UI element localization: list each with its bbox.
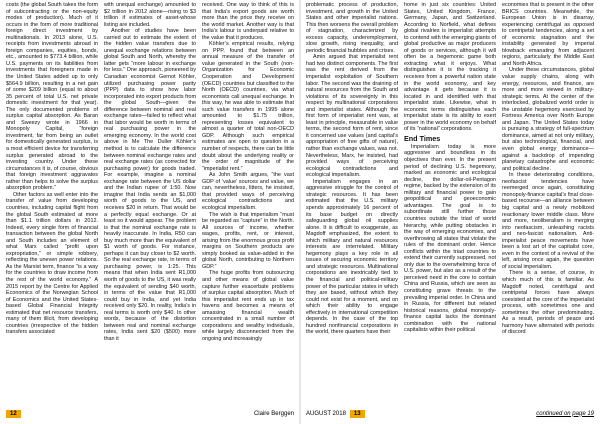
left-column-3: [202, 2, 294, 404]
author-name: Claire Berggen: [253, 410, 294, 417]
paragraph: Amin argued that imperialist rent had two distinct components. The first was the rent derived from the imperialist exploitation of Southern labor. The second was the draining of natural resources from the South and violations of its sovereignty in this respect by multinational corporations and imperialist states. Although the first form of imperialist rent was, at least in principle, measurable in value terms, the second form of rent, since it concerned use values (and capital’s appropriation of free gifts of nature), rather than exchange values, was not. Nevertheless, Marx, he insisted, had provided ways of perceiving ecological contradictions and ecological imperialism.: [306, 54, 398, 179]
paragraph: Imperialism engages in an aggressive struggle for the control of strategic resources. It has been estimated that the U.S. military spends approximately 16 percent of its base budget on directly safeguarding global oil supplies alone. It is difficult to exaggerate, as Magdoff emphasized, the extent to which military and natural resources interests are interrelated. Military hegemony plays a key role in all issues of securing economic territory and strategic resources. Multinational corporations are inextricably tied to the financial and political-military power of the particular states in which they are based, without which they could not exist for a moment, and on which their ability to engage effectively in international competition depends. In the case of the top hundred nonfinancial corporations in the world, there quarters have their: [306, 178, 398, 336]
left-column-1: [6, 2, 98, 404]
right-page-footer: [306, 409, 594, 418]
issue-date: AUGUST 2018: [306, 410, 346, 417]
paragraph: received. One way to think of this is that India’s export goods are worth more than the price they receive on the world market. Another way is that India’s labour is underpaid relative to the value that it produces.: [202, 2, 294, 41]
paragraph: Köhler’s empirical results, relying on PPP, found that between an annual measure of the transfer of value generated in the South (non-Organization for Economic Cooperation and Development (OECD) countries but classified to the North (OECD) countries, via what economists call unequal exchange. In this way, he was able to estimate that such value transfers in 1995 alone amounted to $1.75 trillion, representing losses equivalent to almost a quarter of total non-OECD GDP. Although such empirical estimates are open to question in a number of respects, there can be little doubt about the underlying reality or the order of magnitude of the “imperialist rent.”: [202, 41, 294, 172]
section-heading: End Times: [404, 133, 441, 143]
paragraph: There is a sense, of course, in which much of this is familiar. As Magdoff noted, centrifugal and centripetal forces have always coexisted at the core of the imperialist process, with sometimes one and sometimes the other predominating. As a result, periods of peace and harmony have alternated with periods of discord: [502, 270, 594, 336]
left-page-footer: [6, 409, 294, 418]
right-column-1: [306, 2, 398, 404]
paragraph: with unequal exchange) amounted to $2 trillion in 2012 alone—rising to $3 trillion if estimates of asset-whose listing are included.: [104, 2, 196, 28]
paragraph: Other factors as well enter into the transfer of value from developing countries, including capital flight from the global South estimated at more than $1.1 trillion dollars in 2012. Indeed, every single form of financial transaction between the global North and South includes an element of what Marx called “profit upon expropriation,” or simple robbery, reflecting the uneven power relations. As the Marxist term, finance “is a way for the countries to draw income from the rest of the world economy.” A 2015 report by the Centre for Applied Economics of the Norwegian School of Economics and the United States-based Global Financial Integrity estimated that net resource transfers, many of them illicit, from developing countries (irrespective of the hidden transfers associated: [6, 191, 98, 336]
paragraph: Under these circumstances, global value supply chains, along with energy, resources, and finance, are more and more viewed in military-strategic terms. At the center of the interlocked, globalized world order is the unstable hegemony exercised by Fortress America over North Europe and Japan. The United States today is pursuing a strategy of full-spectrum dominance, aimed at not only military, but also technological, financial, and even global energy dominance—against a backdrop of impending planetary catastrophe and economic and political decline.: [502, 67, 594, 172]
paragraph: The wish is that imperialism “must be regarded as “capture” in the North. All sources of income, whether wages, profits, rent, or interest, arising from the enormous gross profit margins on Southern products are simply booked as value-added in the global North, contributing to Northern GDP.”: [202, 211, 294, 270]
right-page: [300, 0, 600, 424]
right-column-3: [502, 2, 594, 404]
paragraph: economies that is present in the other BRICS countries. Meanwhile, the European Union is in disarray, experiencing centrifugal as opposed to centripetal tendencies, along a set of economic stagnation and the instability generated by imperial blowback emanating from adjacent regions, particularly the Middle East and North Africa.: [502, 2, 594, 67]
left-column-2: [104, 2, 196, 404]
page-number: 13: [350, 410, 365, 418]
page-number: 12: [6, 410, 21, 418]
paragraph: costs (the global South takes the form of subcontracting or the non-equity modes of production). Much of it occurs in the form of more traditional foreign direct investment by multinationals. In 2013 alone, U.S. receipts from investments abroad in foreign companies, equities, bonds, etc., amounted to $773.4 billion, while U.S. payments on its liabilities from investments that foreigners made in the United States added up to only $564.9 billion, resulting in a net gain of some $209 billion (equal to about 35 percent of total U.S. net private domestic investment for that year). The only documented problems of surplus capital absorption. As Baran and Sweezy wrote in 1966 in Monopoly Capital, “foreign investment, far from being an outlet for domestically generated surplus, is a most efficient device for transferring surplus generated abroad to the investing country. Under these circumstances it is, of course, obvious that foreign investment aggravates rather than helps to solve the surplus absorption problem.”: [6, 2, 98, 192]
paragraph: Another of studies have been carried out to estimate the extent of the hidden value transfers due to unequal exchange relations between global South and North, whereby the latter gets “more labour in exchange for less.” One approach, pioneered by Canadian economist Gernot Köhler, utilized purchasing power parity (PPP) data to show how labor incorporated into export products from the global South—given the difference between nominal and real exchange rates—failed to reflect what that labor would be worth in terms of real purchasing power in the emerging economy. In the world cost above in Me The Duller Köhler’s method is to calculate the difference between nominal exchange rates and real exchange rates (as corrected for purchasing power) for goods traded. For example, imagine a nominal exchange rate between the US dollar and the Indian rupee of 1:50. Now imagine that India sends an $1,000 worth of goods to the US, and receives $20 in return. That would be a perfectly equal exchange. Or at least so it would appear. The problem is that the nominal exchange rate is heavily inaccurate. In India, R50 can buy much more than the equivalent of $1 worth of goods. For instance, perhaps it can buy closer to $2 worth. So the real exchange rate, in terms of purchasing power, is 1:25. This means that when India sent R1,000 worth of goods to the US, it was really the equivalent of sending $40 worth, in terms of the value that R1,000 could buy in India, and yet India received only $20. In reality, India’s in real terms is worth only $40. In other words, because of the distortion between real and nominal exchange rates, India sent $20 ($500) more than it: [104, 28, 196, 342]
continued-link[interactable]: continued on page 19: [536, 410, 594, 417]
paragraph: Imperialism today is more aggressive and boundless in its objectives than ever. In the present period of declining U.S. hegemony, marked as economic and ecological decline, the dollar-oil-Pentagon regime, backed by the extension of its military and financial power to gain geopolitical and geoeconomic advantages. The goal is to subordinate still further those countries outside the triad of world hierarchy, while putting obstacles in the way of emerging economies, and overthrowing all states that violate the rules of the dominant order. Hence conflicts within the triad countries to extend their currently suppressed, not only due to the overwhelming force of U.S. power, but also as a result of the perceived need in the core to contain China and Russia, which are seen as constituting grave threats to the prevailing imperial order. In China and in Russia, for different but related historical reasons, global monopoly-finance capital lacks the dominant combination with the national capitalists within their political: [404, 143, 496, 334]
paragraph: In these deteriorating conditions, neofascist tendencies have reemerged once again, constituting monopoly-finance capital’s final close-based recourse—an alliance between big capital and a newly mobilized reactionary lower middle class. More and more, neoliberalism is merging into neofascism, unleashing racists and neo-fascist nationalism. Anti-imperialist peace movements have been a lost art of the capitalist core, even in the context of a revival of the left, arising once again, the question of social imperialism.: [502, 172, 594, 270]
paragraph: As John Smith argues, “the vast GDP of ‘value’ sources and value, we can, nevertheless, litters, he insisted, that provided ways of perceiving ecological contradictions and ecological imperialism.: [202, 172, 294, 211]
paragraph: The huge profits from outsourcing and other means of global value capture further exacerbate problems of surplus capital absorption. Much of this imperialist rent ends up in tax havens and becomes a means of amassing financial wealth concentrated in a small number of corporations and wealthy individuals, while largely disconnected from the ongoing and increasingly: [202, 270, 294, 342]
paragraph: home in just six countries: United States, United Kingdom, France, Germany, Japan, and Switzerland. According to Norfield, what defines global rivalries is imperialist attempts to contend with the emerging giants of global productive as major producers of goods or services, although it will often be a hegemonic game both extracting what it enjoys. What distinguishes it is the tracking it receives from a powerful nation state in the world economy, and key advantage it gets because it is located in and identified with that imperialist state. Likewise, what in economic terms distinguishes each imperialist state is its ability to exert power in the world economy on behalf of its “national” corporations.: [404, 2, 496, 133]
right-column-2: [404, 2, 496, 404]
paragraph: problematic process of production, investment, and growth in the United States and other imperialist nations. This then worsens the overall problem of stagnation, characterized by excess capacity, underemployment, slow growth, rising inequality, and periodic financial bubbles and crises.: [306, 2, 398, 54]
